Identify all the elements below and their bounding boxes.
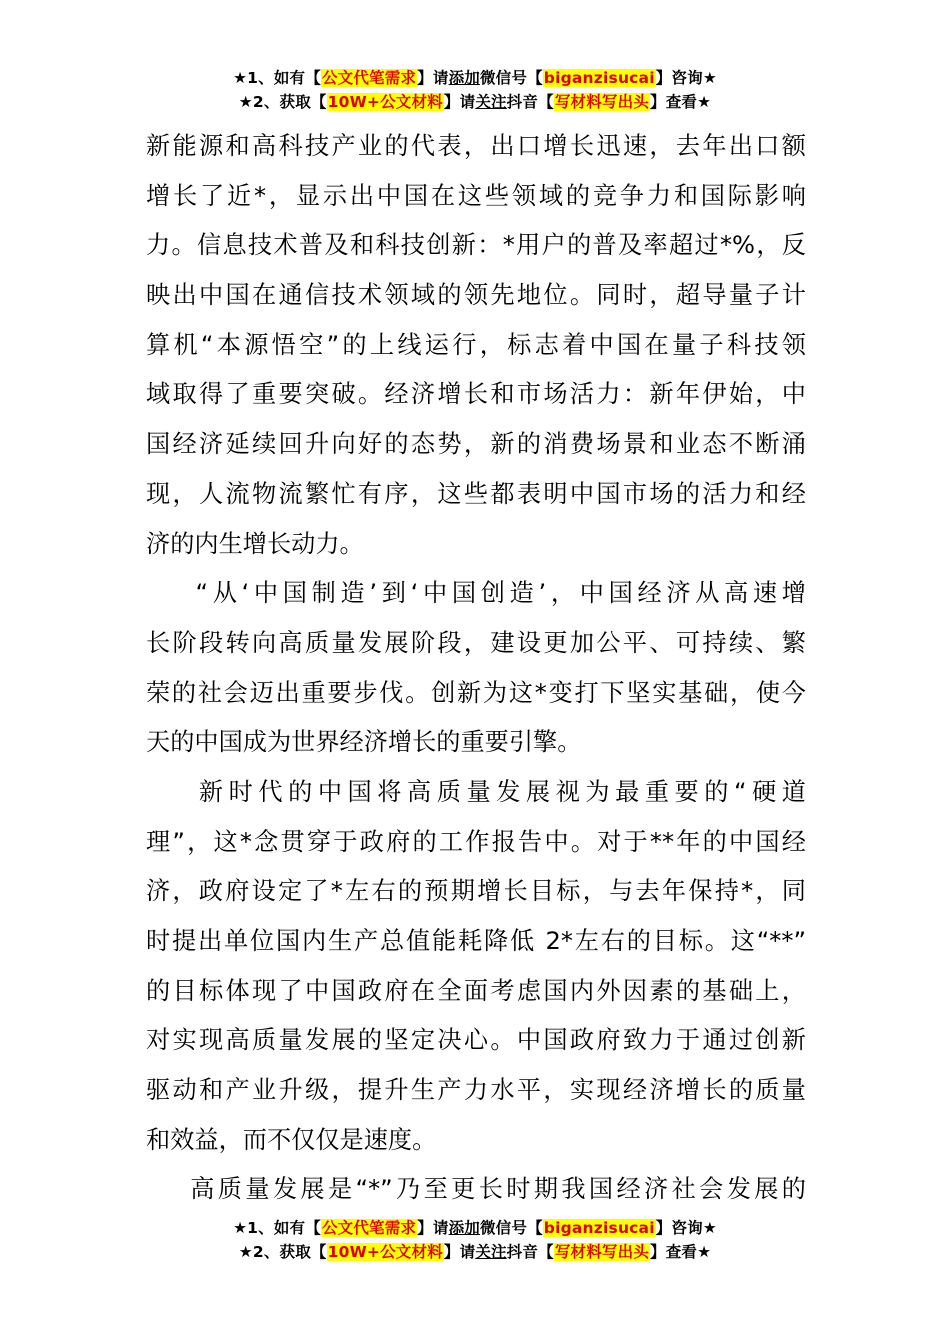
banner-text: ★1、如有【: [233, 69, 321, 87]
banner-text: ★2、获取【: [238, 1243, 327, 1261]
body-line: 增长了近*，显示出中国在这些领域的竞争力和国际影响: [146, 181, 806, 210]
body-line: 映出中国在通信技术领域的领先地位。同时，超导量子计: [146, 281, 806, 310]
underlined-text: 添加: [448, 69, 480, 87]
banner-line-2: [0, 90, 950, 114]
body-line: 时提出单位国内生产总值能耗降低 2*左右的目标。这“**”: [146, 927, 806, 955]
body-line: 新能源和高科技产业的代表，出口增长迅速，去年出口额: [146, 132, 806, 160]
document-body: [146, 122, 806, 1215]
body-line: 的目标体现了中国政府在全面考虑国内外因素的基础上，: [146, 976, 806, 1005]
underlined-text: 添加: [448, 1219, 480, 1237]
body-line: 理”，这*念贯穿于政府的工作报告中。对于**年的中国经: [146, 827, 806, 856]
banner-line-2: [0, 1240, 950, 1264]
wechat-id-highlight: biganzisucai: [543, 69, 655, 87]
banner-line-1: [0, 1216, 950, 1240]
wechat-id-highlight: biganzisucai: [543, 1219, 655, 1237]
body-line: 济，政府设定了*左右的预期增长目标，与去年保持*，同: [146, 877, 806, 906]
banner-text: 】请: [417, 69, 449, 87]
body-line: 济的内生增长动力。: [146, 529, 364, 558]
banner-text: 】请: [443, 1243, 476, 1261]
body-line: “从‘中国制造’到‘中国创造’，中国经济从高速增: [146, 579, 806, 608]
body-line: 力。信息技术普及和科技创新：*用户的普及率超过*%，反: [146, 231, 806, 260]
footer-banner: [0, 1216, 950, 1264]
banner-text: 】咨询★: [655, 1219, 717, 1237]
banner-text: 微信号【: [479, 69, 543, 87]
banner-text: ★2、获取【: [238, 93, 327, 111]
banner-text: 】查看★: [650, 93, 712, 111]
underlined-text: 关注: [475, 1243, 507, 1261]
banner-text: ★1、如有【: [233, 1219, 321, 1237]
body-line: 现，人流物流繁忙有序，这些都表明中国市场的活力和经: [146, 479, 806, 508]
body-line: 长阶段转向高质量发展阶段，建设更加公平、可持续、繁: [146, 628, 806, 657]
highlight-text: 公文代笔需求: [321, 69, 417, 87]
highlight-text: 公文代笔需求: [321, 1219, 417, 1237]
body-line: 驱动和产业升级，提升生产力水平，实现经济增长的质量: [146, 1076, 806, 1105]
highlight-text: 10W+公文材料: [327, 1243, 443, 1261]
banner-text: 】查看★: [650, 1243, 712, 1261]
body-line: 天的中国成为世界经济增长的重要引擎。: [146, 728, 582, 757]
body-line: 高质量发展是“*”乃至更长时期我国经济社会发展的: [146, 1175, 806, 1204]
douyin-id-highlight: 写材料写出头: [554, 93, 650, 111]
body-line: 国经济延续回升向好的态势，新的消费场景和业态不断涌: [146, 430, 806, 459]
banner-text: 】请: [417, 1219, 449, 1237]
banner-text: 抖音【: [506, 93, 554, 111]
underlined-text: 关注: [475, 93, 507, 111]
body-line: 新时代的中国将高质量发展视为最重要的“硬道: [146, 777, 806, 806]
body-line: 荣的社会迈出重要步伐。创新为这*变打下坚实基础，使今: [146, 678, 806, 707]
banner-text: 】请: [443, 93, 476, 111]
header-banner: [0, 66, 950, 114]
banner-line-1: [0, 66, 950, 90]
banner-text: 抖音【: [506, 1243, 554, 1261]
body-line: 域取得了重要突破。经济增长和市场活力：新年伊始，中: [146, 380, 806, 409]
highlight-text: 10W+公文材料: [327, 93, 443, 111]
body-line: 算机“本源悟空”的上线运行，标志着中国在量子科技领: [146, 330, 806, 359]
banner-text: 】咨询★: [655, 69, 717, 87]
banner-text: 微信号【: [479, 1219, 543, 1237]
body-line: 对实现高质量发展的坚定决心。中国政府致力于通过创新: [146, 1026, 806, 1055]
body-line: 和效益，而不仅仅是速度。: [146, 1125, 437, 1154]
douyin-id-highlight: 写材料写出头: [554, 1243, 650, 1261]
